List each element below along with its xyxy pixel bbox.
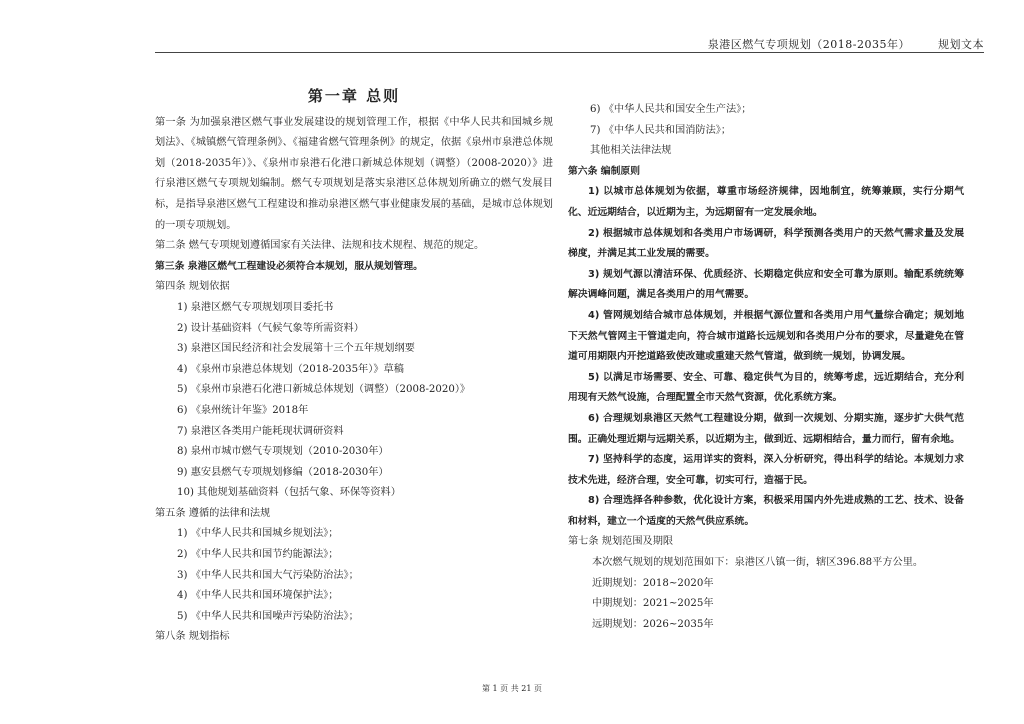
period-item: 中期规划：2021~2025年	[592, 598, 714, 610]
principle-item: 2) 根据城市总体规划和各类用户市场调研，科学预测各类用户的天然气需求量及发展梯度，并满足其工业发展的需要。	[568, 227, 964, 260]
basis-item: 1) 泉港区燃气专项规划项目委托书	[177, 301, 334, 313]
law-item: 4) 《中华人民共和国环境保护法》；	[177, 590, 339, 602]
basis-item: 8) 泉州市城市燃气专项规划（2010-2030年）	[177, 446, 389, 458]
article-6-heading: 第六条 编制原则	[568, 165, 640, 177]
article-4-heading: 第四条 规划依据	[155, 281, 230, 293]
period-item: 远期规划：2026~2035年	[592, 618, 714, 630]
basis-item: 10) 其他规划基础资料（包括气象、环保等资料）	[177, 487, 401, 499]
left-column	[155, 70, 553, 648]
article-3: 第三条 泉港区燃气工程建设必须符合本规划，服从规划管理。	[155, 260, 423, 272]
page-header	[155, 36, 984, 53]
principle-item: 5) 以满足市场需要、安全、可靠、稳定供气为目的，统筹考虑，远近期结合，充分利用现有天然气设施，合理配置全市天然气资源，优化系统方案。	[568, 371, 964, 404]
basis-item: 5) 《泉州市泉港石化港口新城总体规划（调整）（2008-2020）》	[177, 384, 471, 396]
article-8-heading: 第八条 规划指标	[155, 631, 230, 643]
principle-item: 6) 合理规划泉港区天然气工程建设分期，做到一次规划、分期实施，逐步扩大供气范围。正确处理近期与远期关系，以近期为主，做到近、远期相结合，量力而行，留有余地。	[568, 412, 964, 445]
law-item: 6) 《中华人民共和国安全生产法》；	[590, 104, 752, 115]
article-7-heading: 第七条 规划范围及期限	[568, 536, 674, 548]
basis-item: 7) 泉港区各类用户能耗现状调研资料	[177, 425, 344, 437]
right-column	[568, 100, 964, 635]
article-5-heading: 第五条 遵循的法律和法规	[155, 507, 271, 519]
page-footer: 第 1 页 共 21 页	[482, 684, 542, 693]
law-item: 5) 《中华人民共和国噪声污染防治法》；	[177, 610, 359, 622]
basis-item: 6) 《泉州统计年鉴》2018年	[177, 404, 309, 416]
principle-item: 3) 规划气源以清洁环保、优质经济、长期稳定供应和安全可靠为原则。输配系统统筹解决调峰问题，满足各类用户的用气需要。	[568, 268, 964, 301]
law-item: 1) 《中华人民共和国城乡规划法》；	[177, 528, 339, 540]
basis-item: 2) 设计基础资料（气候气象等所需资料）	[177, 322, 364, 334]
law-item: 7) 《中华人民共和国消防法》；	[590, 124, 732, 136]
principle-item: 4) 管网规划结合城市总体规划，并根据气源位置和各类用户用气量综合确定；规划地下天然气管网主干管道走向，符合城市道路长远规划和各类用户分布的要求，尽量避免在管道可用期限内开挖道路致使改建或重建天然气管道，做到统一规划，协调发展。	[568, 309, 964, 363]
header-doc-type: 规划文本	[938, 38, 984, 51]
period-item: 近期规划：2018~2020年	[592, 577, 714, 589]
law-item: 3) 《中华人民共和国大气污染防治法》；	[177, 569, 359, 581]
other-laws: 其他相关法律法规	[590, 145, 672, 157]
basis-item: 4) 《泉州市泉港总体规划（2018-2035年）》草稿	[177, 363, 404, 375]
principle-item: 1) 以城市总体规划为依据，尊重市场经济规律，因地制宜，统筹兼顾，实行分期气化、近远期结合，以近期为主，为远期留有一定发展余地。	[568, 186, 964, 218]
principle-item: 7) 坚持科学的态度，运用详实的资料，深入分析研究，得出科学的结论。本规划力求技术先进，经济合理，安全可靠，切实可行，造福于民。	[568, 454, 964, 486]
basis-item: 9) 惠安县燃气专项规划修编（2018-2030年）	[177, 466, 389, 478]
chapter-title: 第一章 总则	[307, 87, 401, 105]
basis-item: 3) 泉港区国民经济和社会发展第十三个五年规划纲要	[177, 343, 415, 355]
article-2: 第二条 燃气专项规划遵循国家有关法律、法规和技术规程、规范的规定。	[155, 240, 485, 252]
principle-item: 8) 合理选择各种参数，优化设计方案，积极采用国内外先进成熟的工艺、技术、设备和材料，建立一个适度的天然气供应系统。	[568, 495, 964, 527]
law-item: 2) 《中华人民共和国节约能源法》；	[177, 549, 339, 561]
scope-text: 本次燃气规划的规划范围如下：泉港区八镇一街，辖区396.88平方公里。	[592, 557, 924, 569]
article-1: 第一条 为加强泉港区燃气事业发展建设的规划管理工作，根据《中华人民共和国城乡规划法》、《城镇燃气管理条例》、《福建省燃气管理条例》的规定，依据《泉州市泉港总体规划（2018-2035年）》、《泉州市泉港石化港口新城总体规划（调整）（2008-2020）》进行泉港区燃气专项规划编制。燃气专项规划是落实泉港区总体规划所确立的燃气发展目标，是指导泉港区燃气工程建设和推动泉港区燃气事业健康发展的基础，是城市总体规划的一项专项规划。	[155, 116, 553, 231]
header-title: 泉港区燃气专项规划（2018-2035年）	[707, 38, 910, 51]
